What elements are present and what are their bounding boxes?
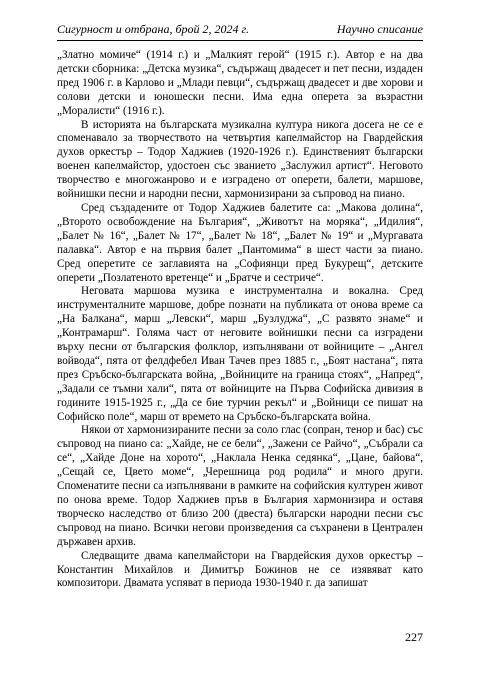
paragraph: „Златно момиче“ (1914 г.) и „Малкият герой“ (1915 г.). Автор е на два детски сборника: „Детска музика“, съдържащ двадесет и пет песни, издаден пред 1906 г. в Карлово и „Млади певци“, съдържащ двадесет и две хорови и солови детски и юношески песни. Има една оперета за възрастни „Моралисти“ (1916 г.).	[57, 49, 423, 117]
article-body	[57, 49, 423, 591]
paragraph: Неговата маршова музика е инструментална и вокална. Сред инструменталните маршове, добре познати на публиката от онова време са „На Балкана“, марш „Левски“, марш „Бузлуджа“, „С развято знаме“ и „Контрамарш“. Голяма част от неговите войнишки песни са изградени върху песни от българския фолклор, изпълнявани от войниците – „Ангел войвода“, пята от фелдфебел Иван Тачев през 1885 г., „Боят настана“, пята през Сръбско-българската война, „Войниците на граница стоях“, „Напред“, „Задали се тъмни хали“, пята от войниците на Първа Софийска дивизия в годините 1915-1925 г., „Да се бие турчин рекъл“ и „Войници се пишат на Софийско поле“, марш от времето на Сръбско-българската война.	[57, 285, 423, 423]
page-number: 227	[405, 630, 423, 644]
running-header	[57, 20, 423, 38]
paragraph: Някои от хармонизираните песни за соло глас (сопран, тенор и бас) със съпровод на пиано са: „Хайде, не се бели“, „Зажени се Райчо“, „Събрали са се“, „Хайде Доне на хорото“, „Наклала Ненка седянка“, „Цане, байова“, „Сещай се, Цвето моме“, „Черешница род родила“ и много други. Споменатите песни са изпълнявани в рамките на софийския културен живот по онова време. Тодор Хаджиев пръв в България хармонизира и оставя творческо наследство от близо 200 (двеста) български народни песни със съпровод на пиано. Всички негови произведения са съхранени в Централен държавен архив.	[57, 424, 423, 548]
paragraph: Сред създадените от Тодор Хаджиев балетите са: „Макова долина“, „Второто освобождение на България“, „Животът на моряка“, „Идилия“, „Балет № 16“, „Балет № 17“, „Балет № 18“, „Балет № 19“ и „Мургавата палавка“. Автор е на първия балет „Пантомима“ в шест части за пиано. Сред оперетите се заглавията на „Софиянци пред Букурещ“, детските оперети „Позлатеното вретенце“ и „Братче и сестриче“.	[57, 201, 423, 284]
section-title: Научно списание	[336, 22, 423, 36]
paragraph: В историята на българската музикална култура никога досега не се е споменавало за творчеството на четвъртия капелмайстор на Гвардейския духов оркестър – Тодор Хаджиев (1920-1926 г.). Единственият български военен капелмайстор, удостоен със званието „Заслужил артист“. Неговото творчество е многожанрово и е изградено от оперети, балети, маршове, войнишки песни и народни песни, хармонизирани за съпровод на пиано.	[57, 118, 423, 201]
paragraph: Следващите двама капелмайстори на Гвардейския духов оркестър – Константин Михайлов и Димитър Божинов не се изявяват като композитори. Двамата успяват в периода 1930-1940 г. да запишат	[57, 549, 423, 590]
header-rule	[57, 40, 423, 41]
journal-title: Сигурност и отбрана, брой 2, 2024 г.	[57, 22, 250, 36]
